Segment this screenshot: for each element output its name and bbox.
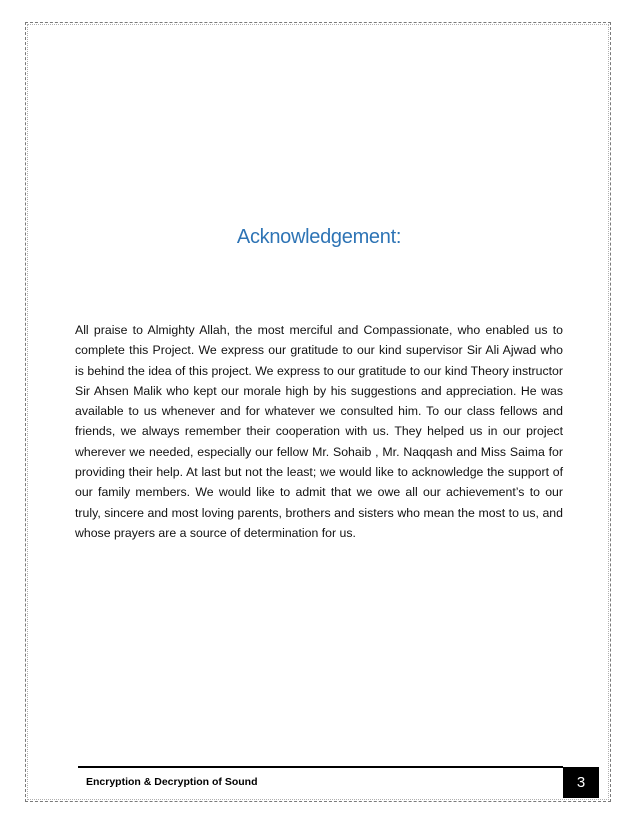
acknowledgement-paragraph: All praise to Almighty Allah, the most merciful and Compassionate, who enabled us to complete this Project. We express our gratitude to our kind supervisor Sir Ali Ajwad who is behind the idea of this project. We express to our gratitude to our kind Theory instructor Sir Ahsen Malik who kept our morale high by his suggestions and appreciation. He was available to us whenever and for whatever we consulted him. To our class fellows and friends, we always remember their cooperation with us. They helped us in our project wherever we needed, especially our fellow Mr. Sohaib , Mr. Naqqash and Miss Saima for providing their help. At last but not the least; we would like to acknowledge the support of our family members. We would like to admit that we owe all our achievement’s to our truly, sincere and most loving parents, brothers and sisters who mean the most to us, and whose prayers are a source of determination for us. — [75, 323, 563, 540]
footer-divider — [78, 766, 563, 768]
footer-title: Encryption & Decryption of Sound — [86, 776, 258, 788]
page-heading: Acknowledgement: — [236, 226, 402, 248]
page-number: 3 — [563, 767, 599, 798]
